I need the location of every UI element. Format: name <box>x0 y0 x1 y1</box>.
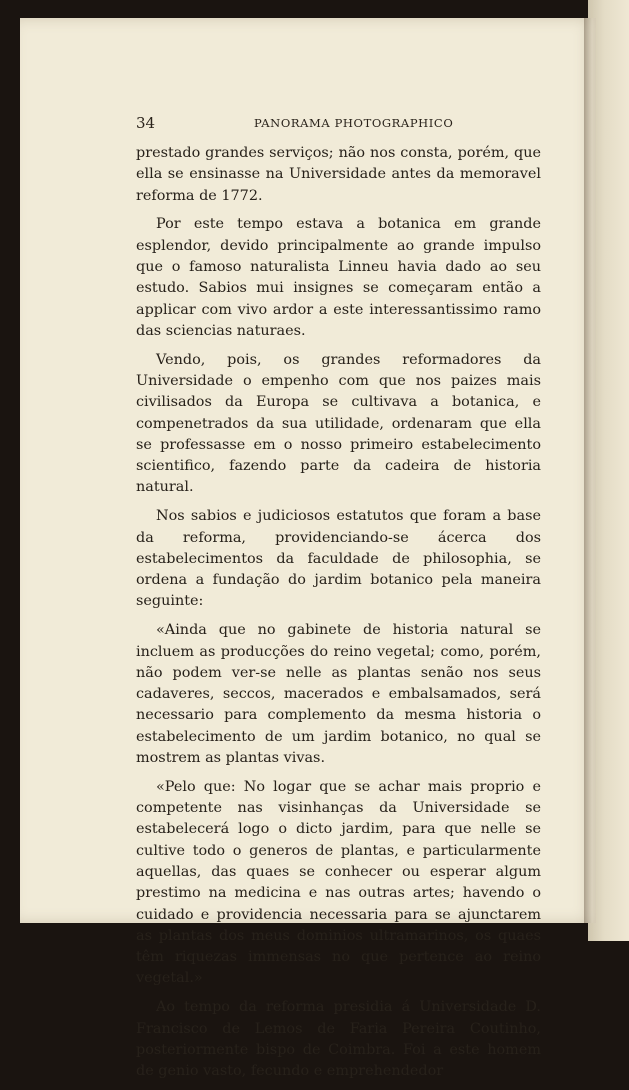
paragraph-continued: prestado grandes serviços; não nos consta, porém, que ella se ensinasse na Universidade antes da memoravel reforma de 1772. <box>136 145 541 204</box>
running-title: PANORAMA PHOTOGRAPHICO <box>254 116 454 130</box>
quotation-paragraph: «Pelo que: No logar que se achar mais proprio e competente nas visinhanças da Universidade se estabelecerá logo o dicto jardim, para que nelle se cultive todo o generos de plantas, e particularmente aquellas, das quaes se conhecer ou esperar algum prestimo na medicina e nas outras artes; havendo o cuidado e providencia necessaria para se ajunctarem as plantas dos meus dominios ultramarinos, os quaes têm riquezas immensas no que pertence ao reino vegetal.» <box>136 778 541 987</box>
paragraph: Ao tempo da reforma presidia á Universidade D. Francisco de Lemos de Faria Pereira Coutinho, posteriormente bispo de Coimbra. Foi a este homem de genio vasto, fecundo e emprehendedor <box>136 999 541 1080</box>
page-header <box>136 114 541 136</box>
quotation-paragraph: «Ainda que no gabinete de historia natural se incluem as producções do reino vegetal; como, porém, não podem ver-se nelle as plantas senão nos seus cadaveres, seccos, macerados e embalsamados, será necessario para complemento da mesma historia o estabelecimento de um jardim botanico, no qual se mostrem as plantas vivas. <box>136 622 541 767</box>
paragraph: Nos sabios e judiciosos estatutos que foram a base da reforma, providenciando-se ácerca dos estabelecimentos da faculdade de philosophia, se ordena a fundação do jardim botanico pela maneira seguinte: <box>136 508 541 610</box>
paragraph: Por este tempo estava a botanica em grande esplendor, devido principalmente ao grande impulso que o famoso naturalista Linneu havia dado ao seu estudo. Sabios mui insignes se começaram então a applicar com vivo ardor a este interessantissimo ramo das sciencias naturaes. <box>136 216 541 339</box>
page-fold-shadow <box>584 18 592 923</box>
body-text <box>136 143 541 1090</box>
paragraph: Vendo, pois, os grandes reformadores da Universidade o empenho com que nos paizes mais civilisados da Europa se cultivava a botanica, e compenetrados da sua utilidade, ordenaram que ella se professasse em o nosso primeiro estabelecimento scientifico, fazendo parte da cadeira de historia natural. <box>136 351 541 496</box>
page-number: 34 <box>136 114 156 132</box>
